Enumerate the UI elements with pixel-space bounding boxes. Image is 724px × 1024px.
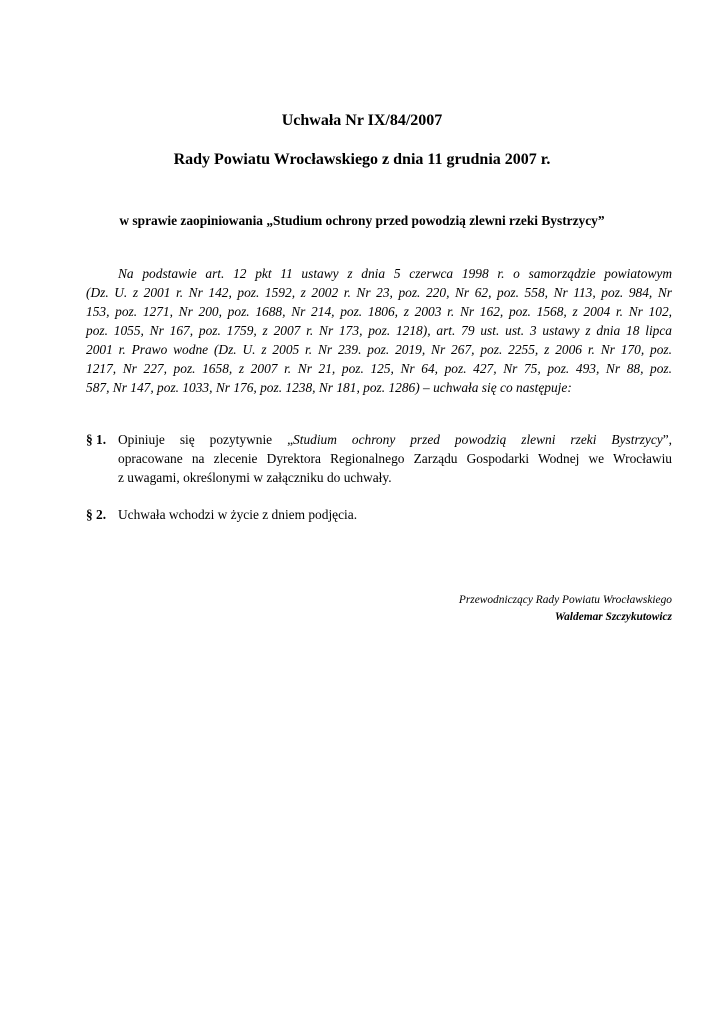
preamble-line: 1217, Nr 227, poz. 1658, z 2007 r. Nr 21, poz. 125, Nr 64, poz. 427, Nr 75, poz. 493, Nr 88, poz. bbox=[86, 361, 672, 376]
section-1-line-1 bbox=[118, 430, 672, 449]
preamble-line: 587, Nr 147, poz. 1033, Nr 176, poz. 1238, Nr 181, poz. 1286) – uchwała się co następuje: bbox=[86, 380, 572, 395]
preamble-line: Na podstawie art. 12 pkt 11 ustawy z dnia 5 czerwca 1998 r. o samorządzie powiatowym bbox=[118, 266, 672, 281]
preamble-line: (Dz. U. z 2001 r. Nr 142, poz. 1592, z 2002 r. Nr 23, poz. 220, Nr 62, poz. 558, Nr 113, poz. 984, Nr bbox=[86, 285, 672, 300]
resolution-subject: w sprawie zaopiniowania „Studium ochrony przed powodzią zlewni rzeki Bystrzycy” bbox=[119, 213, 605, 228]
section-2-number: § 2. bbox=[86, 507, 107, 522]
preamble-line: 153, poz. 1271, Nr 200, poz. 1688, Nr 214, poz. 1806, z 2003 r. Nr 162, poz. 1568, z 2004 r. Nr 102, bbox=[86, 304, 672, 319]
preamble-line: poz. 1055, Nr 167, poz. 1759, z 2007 r. Nr 173, poz. 1218), art. 79 ust. ust. 3 ustawy z dnia 18 lipca bbox=[86, 323, 672, 338]
resolution-number-title: Uchwała Nr IX/84/2007 bbox=[281, 112, 443, 129]
section-2-body bbox=[118, 505, 672, 524]
preamble-line: 2001 r. Prawo wodne (Dz. U. z 2005 r. Nr 239. poz. 2019, Nr 267, poz. 2255, z 2006 r. Nr 170, poz. bbox=[86, 342, 672, 357]
section-1-number: § 1. bbox=[86, 432, 107, 447]
section-1-line-1-prefix: Opiniuje się pozytywnie „ bbox=[118, 432, 294, 447]
legal-basis-preamble bbox=[86, 264, 672, 397]
signatory-role: Przewodniczący Rady Powiatu Wrocławskiego bbox=[458, 594, 672, 606]
section-1-line-2: opracowane na zlecenie Dyrektora Regionalnego Zarządu Gospodarki Wodnej we Wrocławiu bbox=[118, 451, 672, 466]
signature-block bbox=[300, 592, 672, 626]
section-2-text: Uchwała wchodzi w życie z dniem podjęcia. bbox=[118, 507, 358, 522]
study-title: Studium ochrony przed powodzią zlewni rzeki Bystrzycy bbox=[293, 432, 663, 447]
signatory-name: Waldemar Szczykutowicz bbox=[554, 611, 672, 623]
resolution-council-date-title: Rady Powiatu Wrocławskiego z dnia 11 grudnia 2007 r. bbox=[173, 151, 551, 168]
section-1-body bbox=[118, 430, 672, 487]
section-1-line-1-suffix: ”, bbox=[662, 432, 672, 447]
section-1-line-3: z uwagami, określonymi w załączniku do uchwały. bbox=[118, 470, 392, 485]
